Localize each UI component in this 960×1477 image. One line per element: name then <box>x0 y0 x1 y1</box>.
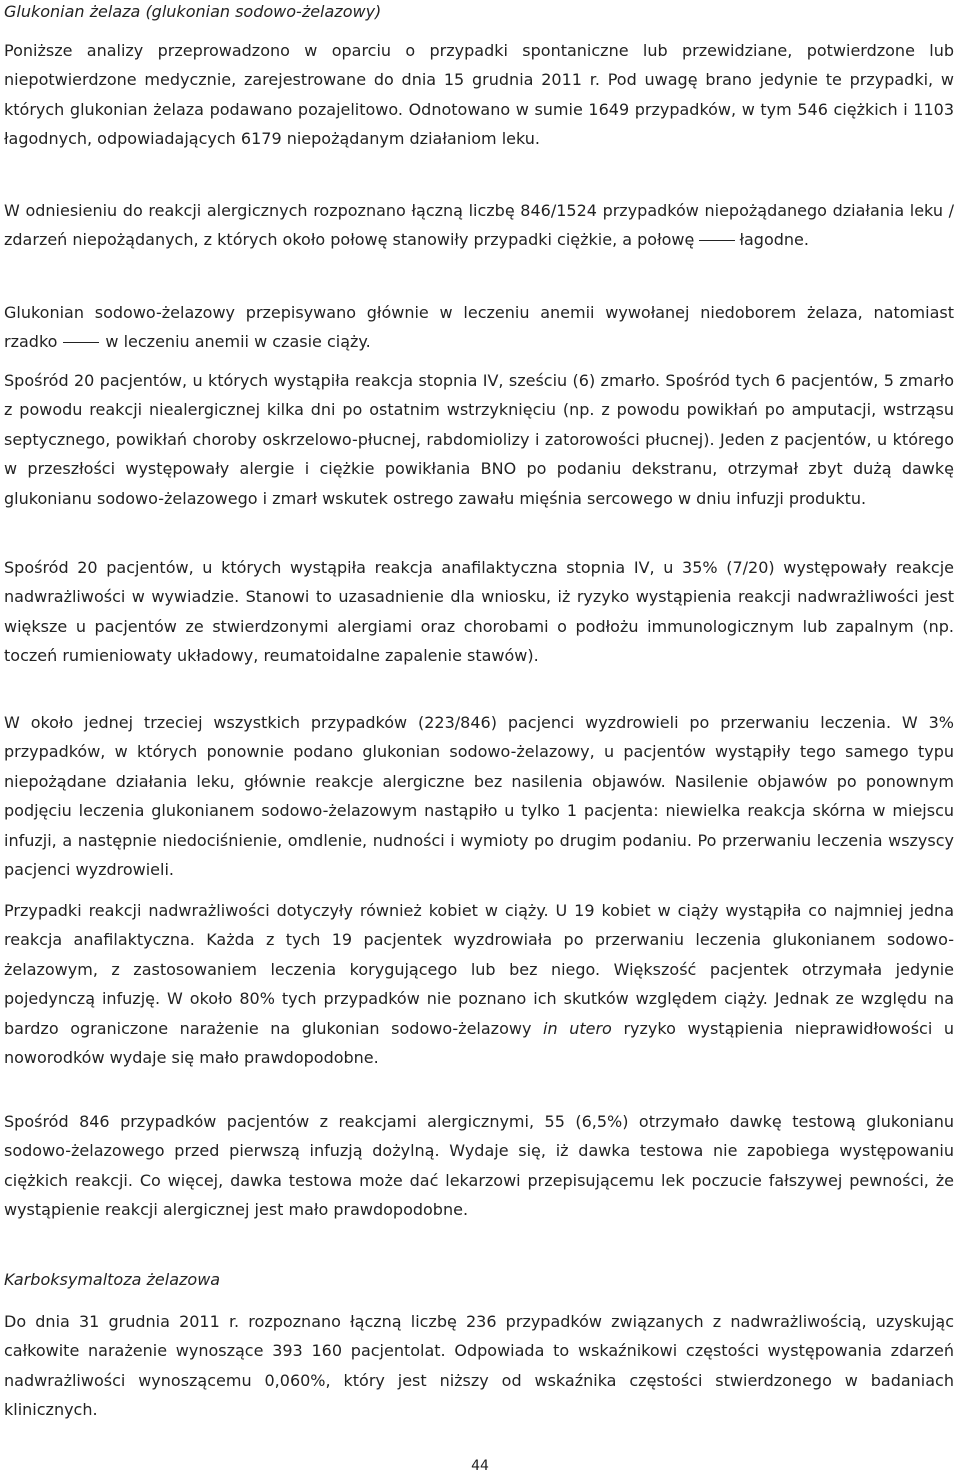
paragraph-7-italic: in utero <box>543 1018 612 1038</box>
paragraph-4: Spośród 20 pacjentów, u których wystąpiła reakcja stopnia IV, sześciu (6) zmarło. Spośród tych 6 pacjentów, 5 zmarło z powodu reakcji niealergicznej kilka dni po ostatnim wstrzyknięciu (np. z powodu powikłań po amputacji, wstrząsu septycznego, powikłań choroby oskrzelowo-płucnej, rabdomiolizy i zatorowości płucnej). Jeden z pacjentów, u którego w przeszłości występowały alergie i ciężkie powikłania BNO po podaniu dekstranu, otrzymał zbyt dużą dawkę glukonianu sodowo-żelazowego i zmarł wskutek ostrego zawału mięśnia sercowego w dniu infuzji produktu. <box>4 371 954 508</box>
paragraph-7-text: Przypadki reakcji nadwrażliwości dotyczyły również kobiet w ciąży. U 19 kobiet w ciąży wystąpiła co najmniej jedna reakcja anafilaktyczna. Każda z tych 19 pacjentek wyzdrowiała po przerwaniu leczenia glukonianem sodowo-żelazowym, z zastosowaniem leczenia korygującego lub bez niego. Większość pacjentek otrzymała jedynie pojedynczą infuzję. W około 80% tych przypadków nie poznano ich skutków względem ciąży. Jednak ze względu na bardzo ograniczone narażenie na glukonian sodowo-żelazowy <box>4 901 954 1038</box>
paragraph-6: W około jednej trzeciej wszystkich przypadków (223/846) pacjenci wyzdrowieli po przerwaniu leczenia. W 3% przypadków, w których ponownie podano glukonian sodowo-żelazowy, u pacjentów wystąpiły tego samego typu niepożądane działania leku, głównie reakcje alergiczne bez nasilenia objawów. Nasilenie objawów po ponownym podjęciu leczenia glukonianem sodowo-żelazowym nastąpiło u tylko 1 pacjenta: niewielka reakcja skórna w miejscu infuzji, a następnie niedociśnienie, omdlenie, nudności i wymioty po drugim podaniu. Po przerwaniu leczenia wszyscy pacjenci wyzdrowieli. <box>4 713 954 880</box>
paragraph-7 <box>4 896 954 1072</box>
paragraph-9: Do dnia 31 grudnia 2011 r. rozpoznano łączną liczbę 236 przypadków związanych z nadwrażliwością, uzyskując całkowite narażenie wynoszące 393 160 pacjentolat. Odpowiada to wskaźnikowi częstości występowania zdarzeń nadwrażliwości wynoszącemu 0,060%, który jest niższy od wskaźnika częstości stwierdzonego w badaniach klinicznych. <box>4 1312 954 1420</box>
em-dash <box>63 342 99 343</box>
paragraph-2-text: W odniesieniu do reakcji alergicznych rozpoznano łączną liczbę 846/1524 przypadków niepożądanego działania leku / zdarzeń niepożądanych, z których około połowę stanowiły przypadki ciężkie, a połowę <box>4 201 954 250</box>
paragraph-3-text: Glukonian sodowo-żelazowy przepisywano głównie w leczeniu anemii wywołanej niedoborem żelaza, natomiast rzadko <box>4 303 954 352</box>
paragraph-3 <box>4 298 954 357</box>
section-heading-karboksymaltoza: Karboksymaltoza żelazowa <box>4 1270 221 1289</box>
section-heading-glukonian: Glukonian żelaza (glukonian sodowo-żelazowy) <box>4 2 382 21</box>
paragraph-7-end: ryzyko wystąpienia nieprawidłowości u noworodków wydaje się mało prawdopodobne. <box>4 1018 955 1068</box>
paragraph-5: Spośród 20 pacjentów, u których wystąpiła reakcja anafilaktyczna stopnia IV, u 35% (7/20) występowały reakcje nadwrażliwości w wywiadzie. Stanowi to uzasadnienie dla wniosku, iż ryzyko wystąpienia reakcji nadwrażliwości jest większe u pacjentów ze stwierdzonymi alergiami oraz chorobami o podłożu immunologicznym lub zapalnym (np. toczeń rumieniowaty układowy, reumatoidalne zapalenie stawów). <box>4 558 954 666</box>
paragraph-2 <box>4 196 954 255</box>
paragraph-8: Spośród 846 przypadków pacjentów z reakcjami alergicznymi, 55 (6,5%) otrzymało dawkę testową glukonianu sodowo-żelazowego przed pierwszą infuzją dożylną. Wydaje się, iż dawka testowa nie zapobiega występowaniu ciężkich reakcji. Co więcej, dawka testowa może dać lekarzowi przepisującemu lek poczucie fałszywej pewności, że wystąpienie reakcji alergicznej jest mało prawdopodobne. <box>4 1112 954 1220</box>
em-dash <box>699 240 735 241</box>
paragraph-3-end: w leczeniu anemii w czasie ciąży. <box>105 332 371 352</box>
paragraph-2-end: łagodne. <box>739 230 809 250</box>
paragraph-1: Poniższe analizy przeprowadzono w oparciu o przypadki spontaniczne lub przewidziane, potwierdzone lub niepotwierdzone medycznie, zarejestrowane do dnia 15 grudnia 2011 r. Pod uwagę brano jedynie te przypadki, w których glukonian żelaza podawano pozajelitowo. Odnotowano w sumie 1649 przypadków, w tym 546 ciężkich i 1103 łagodnych, odpowiadających 6179 niepożądanym działaniom leku. <box>4 41 954 149</box>
page-number: 44 <box>471 1458 489 1474</box>
